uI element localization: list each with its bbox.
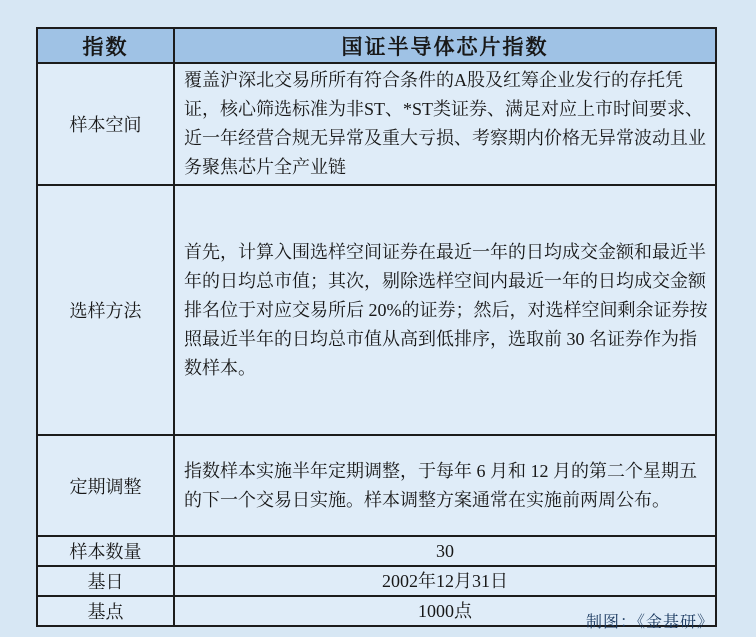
row-label-periodic-adjustment: 定期调整 — [37, 435, 174, 536]
table-row-selection-method — [37, 185, 716, 435]
row-label-base-date: 基日 — [37, 566, 174, 596]
row-label-selection-method: 选样方法 — [37, 185, 174, 435]
row-value-selection-method: 首先，计算入围选样空间证券在最近一年的日均成交金额和最近半年的日均总市值；其次，剔除选样空间内最近一年的日均成交金额排名位于对应交易所后 20%的证券；然后，对选样空间剩余证券按照最近半年的日均总市值从高到低排序，选取前 30 名证券作为指数样本。 — [174, 185, 716, 435]
row-value-base-point: 1000点 — [174, 596, 716, 626]
header-cell-index: 指数 — [37, 28, 174, 63]
table-header-row — [37, 28, 716, 63]
table-row-periodic-adjustment — [37, 435, 716, 536]
table-row-base-date — [37, 566, 716, 596]
row-value-periodic-adjustment: 指数样本实施半年定期调整，于每年 6 月和 12 月的第二个星期五的下一个交易日实施。样本调整方案通常在实施前两周公布。 — [174, 435, 716, 536]
row-value-sample-space: 覆盖沪深北交易所所有符合条件的A股及红筹企业发行的存托凭证，核心筛选标准为非ST、*ST类证券、满足对应上市时间要求、近一年经营合规无异常及重大亏损、考察期内价格无异常波动且业务聚焦芯片全产业链 — [174, 63, 716, 185]
row-label-base-point: 基点 — [37, 596, 174, 626]
row-value-base-date: 2002年12月31日 — [174, 566, 716, 596]
row-label-sample-count: 样本数量 — [37, 536, 174, 566]
row-value-sample-count: 30 — [174, 536, 716, 566]
table-row-sample-space — [37, 63, 716, 185]
row-label-sample-space: 样本空间 — [37, 63, 174, 185]
index-info-table — [36, 27, 717, 627]
table-row-sample-count — [37, 536, 716, 566]
credit-line: 制图：《金基研》 — [585, 614, 714, 631]
header-cell-index-name: 国证半导体芯片指数 — [174, 28, 716, 63]
